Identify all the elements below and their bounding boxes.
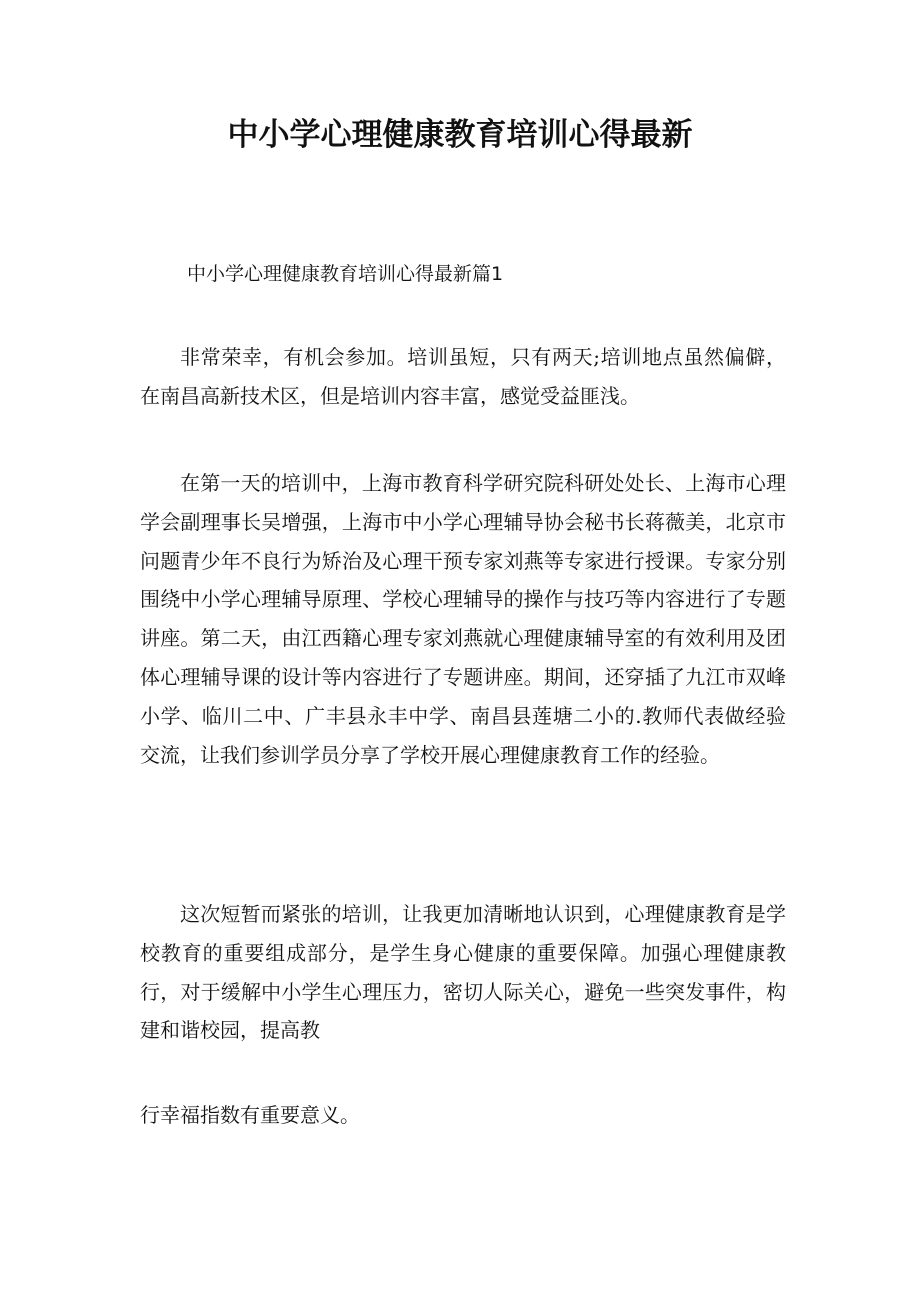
paragraph-2: 在第一天的培训中，上海市教育科学研究院科研处处长、上海市心理学会副理事长吴增强，上海市中小学心理辅导协会秘书长蒋薇美，北京市问题青少年不良行为矫治及心理干预专家刘燕等专家进行授课。专家分别围绕中小学心理辅导原理、学校心理辅导的操作与技巧等内容进行了专题讲座。第二天，由江西籍心理专家刘燕就心理健康辅导室的有效利用及团体心理辅导课的设计等内容进行了专题讲座。期间，还穿插了九江市双峰小学、临川二中、广丰县永丰中学、南昌县莲塘二小的.教师代表做经验交流，让我们参训学员分享了学校开展心理健康教育工作的经验。 [140,471,786,767]
section-heading: 中小学心理健康教育培训心得最新篇1 [187,263,504,285]
paragraph-1: 非常荣幸，有机会参加。培训虽短，只有两天;培训地点虽然偏僻，在南昌高新技术区，但是培训内容丰富，感觉受益匪浅。 [140,345,786,408]
paragraph-3: 这次短暂而紧张的培训，让我更加清晰地认识到，心理健康教育是学校教育的重要组成部分，是学生身心健康的重要保障。加强心理健康教行，对于缓解中小学生心理压力，密切人际关心，避免一些突发事件，构建和谐校园，提高教 [140,902,786,1043]
paragraph-3-continuation: 行幸福指数有重要意义。 [140,1103,360,1127]
document-title: 中小学心理健康教育培训心得最新 [227,117,693,153]
